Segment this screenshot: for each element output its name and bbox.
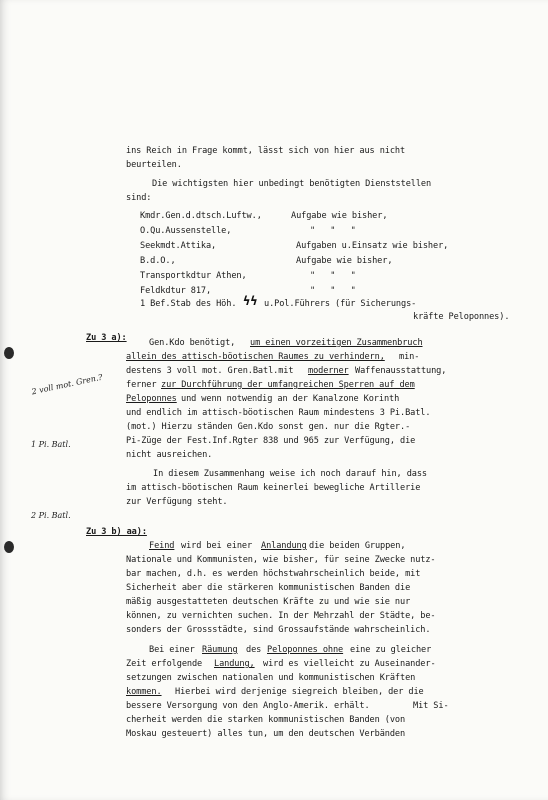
text-fragment: eine zu gleicher (350, 645, 432, 655)
section-heading: Zu 3 a): (86, 333, 127, 343)
text-fragment: Feind (149, 541, 175, 551)
office-task: u.Pol.Führers (für Sicherungs- (264, 299, 417, 309)
text-line: setzungen zwischen nationalen und kommunistischen Kräften (126, 673, 416, 683)
office-task: Aufgabe wie bisher, (291, 211, 388, 221)
text-fragment: Gen.Kdo benötigt, (149, 338, 236, 348)
text-line: nicht ausreichen. (126, 450, 213, 460)
text-fragment: Bei einer (149, 645, 195, 655)
office-name: 1 Bef.Stab des Höh. (140, 299, 237, 309)
office-name: O.Qu.Aussenstelle, (140, 226, 232, 236)
text-fragment: Anlandung (261, 541, 307, 551)
ditto-marks: " " " (310, 226, 356, 236)
text-fragment: zur Durchführung der umfangreichen Sperren auf dem (161, 380, 415, 390)
text-fragment: und wenn notwendig an der Kanalzone Korinth (181, 394, 400, 404)
text-line: zur Verfügung steht. (126, 497, 228, 507)
office-name: B.d.O., (140, 256, 176, 266)
text-fragment: des (246, 645, 262, 655)
ss-runes-mark: ϟϟ (243, 294, 258, 308)
text-line: sonders der Grossstädte, sind Grossaufstände wahrscheinlich. (126, 625, 431, 635)
office-task: Aufgaben u.Einsatz wie bisher, (296, 241, 449, 251)
text-line: cherheit werden die starken kommunistischen Banden (von (126, 715, 406, 725)
margin-note: 1 Pi. Batl. (31, 440, 71, 449)
text-line: In diesem Zusammenhang weise ich noch darauf hin, dass (153, 469, 427, 479)
office-task: kräfte Peloponnes). (413, 312, 510, 322)
text-fragment: um einen vorzeitigen Zusammenbruch (250, 338, 423, 348)
office-name: Seekmdt.Attika, (140, 241, 217, 251)
office-task: Aufgabe wie bisher, (296, 256, 393, 266)
office-name: Kmdr.Gen.d.dtsch.Luftw., (140, 211, 262, 221)
text-line: bar machen, d.h. es werden höchstwahrscheinlich beide, mit (126, 569, 421, 579)
text-line: mäßig ausgestatteten deutschen Kräfte zu und wie sie nur (126, 597, 411, 607)
text-fragment: allein des attisch-böotischen Raumes zu verhindern, (126, 352, 385, 362)
text-fragment: Zeit erfolgende (126, 659, 203, 669)
ditto-marks: " " " (310, 286, 356, 296)
text-line: Die wichtigsten hier unbedingt benötigten Dienststellen (152, 179, 432, 189)
text-fragment: destens 3 voll mot. Gren.Batl.mit (126, 366, 294, 376)
text-line: beurteilen. (126, 160, 182, 170)
text-fragment: Mit Si- (413, 701, 449, 711)
text-fragment: kommen. (126, 687, 162, 697)
text-fragment: wird es vielleicht zu Auseinander- (263, 659, 436, 669)
text-line: ins Reich in Frage kommt, lässt sich von hier aus nicht (126, 146, 406, 156)
text-line: können, zu vernichten suchen. In der Mehrzahl der Städte, be- (126, 611, 436, 621)
office-name: Feldkdtur 817, (140, 286, 212, 296)
punch-hole (4, 541, 14, 553)
text-fragment: bessere Versorgung von den Anglo-Amerik. erhält. (126, 701, 370, 711)
text-fragment: Hierbei wird derjenige siegreich bleiben, der die (175, 687, 424, 697)
text-fragment: min- (399, 352, 420, 362)
text-line: und endlich im attisch-böotischen Raum mindestens 3 Pi.Batl. (126, 408, 431, 418)
text-line: (mot.) Hierzu ständen Gen.Kdo sonst gen. nur die Rgter.- (126, 422, 411, 432)
text-line: Nationale und Kommunisten, wie bisher, für seine Zwecke nutz- (126, 555, 436, 565)
margin-note: 2 voll mot. Gren.? (30, 372, 104, 397)
text-fragment: die beiden Gruppen, (309, 541, 406, 551)
margin-note: 2 Pi. Batl. (31, 511, 71, 520)
text-fragment: Waffenausstattung, (355, 366, 447, 376)
text-fragment: ferner (126, 380, 157, 390)
text-fragment: Peloponnes ohne (267, 645, 344, 655)
text-fragment: Landung, (214, 659, 255, 669)
text-line: im attisch-böotischen Raum keinerlei bewegliche Artillerie (126, 483, 421, 493)
text-line: Pi-Züge der Fest.Inf.Rgter 838 und 965 zur Verfügung, die (126, 436, 416, 446)
text-line: Moskau gesteuert) alles tun, um den deutschen Verbänden (126, 729, 406, 739)
office-name: Transportkdtur Athen, (140, 271, 247, 281)
text-fragment: Räumung (202, 645, 238, 655)
text-line: sind: (126, 193, 152, 203)
punch-hole (4, 347, 14, 359)
text-fragment: wird bei einer (181, 541, 253, 551)
text-fragment: Peloponnes (126, 394, 177, 404)
section-heading: Zu 3 b) aa): (86, 527, 147, 537)
ditto-marks: " " " (310, 271, 356, 281)
text-line: Sicherheit aber die stärkeren kommunistischen Banden die (126, 583, 411, 593)
text-fragment: moderner (308, 366, 349, 376)
